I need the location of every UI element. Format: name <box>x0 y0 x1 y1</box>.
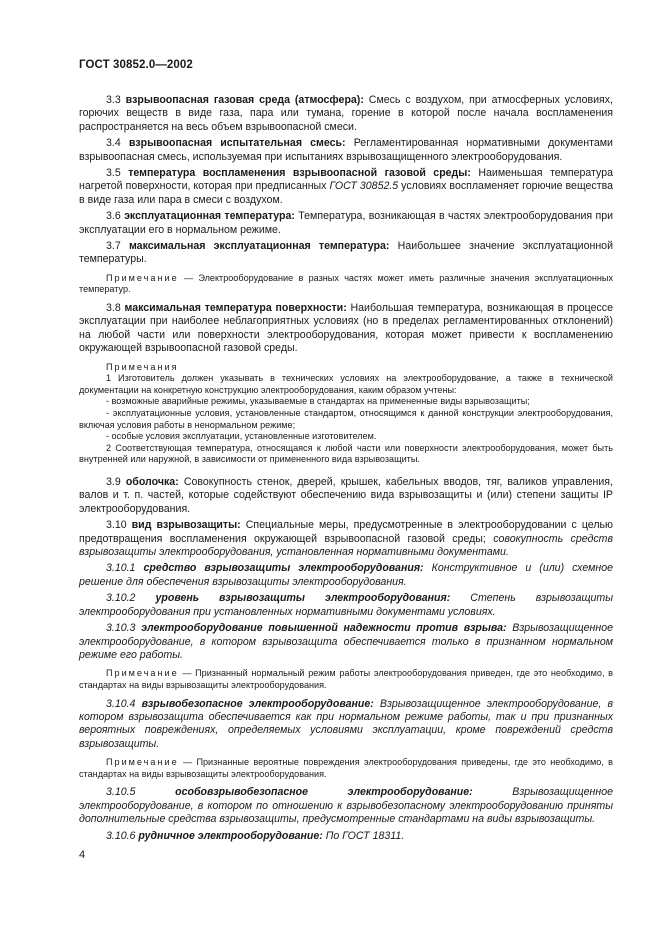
note-3-10-3 <box>79 668 613 691</box>
clause-text: Совокупность стенок, дверей, крышек, кабельных вводов, тяг, валиков управления, валов и т. п. частей, которые содействуют обеспечению вида взрывозащиты и (или) степени защиты IP электрооборудования. <box>79 476 613 515</box>
note-label: Примечание <box>106 757 179 768</box>
document-body <box>79 94 613 846</box>
clause-text: Наименьшая температура нагретой поверхности, которая при предписанных <box>79 167 613 193</box>
note-dash-item: - особые условия эксплуатации, установленные изготовителем. <box>106 431 377 442</box>
clause-term: рудничное электрооборудование: <box>138 829 323 842</box>
clause-term: эксплуатационная температура: <box>124 210 295 223</box>
note-text: — Признанный нормальный режим работы электрооборудования приведен, где это необходимо, в стандартах на виды взрывозащиты электрооборудования. <box>79 668 613 690</box>
note-3-10-4 <box>79 757 613 780</box>
clause-text: Конструктивное и (или) схемное решение для обеспечения взрывозащиты электрооборудования. <box>79 562 613 588</box>
clause-text: Взрывозащищенное электрооборудование, в котором взрывозащита обеспечивается только в признанном нормальном режиме его работы. <box>79 622 613 661</box>
clause-3-5 <box>79 167 613 207</box>
clause-3-10-6 <box>79 830 613 843</box>
clause-term: особовзрывобезопасное электрооборудование: <box>175 786 473 799</box>
clause-term: уровень взрывозащиты электрооборудования: <box>155 592 451 605</box>
standard-reference: ГОСТ 30852.5 <box>329 180 399 193</box>
clause-text-italic: совокупность средств взрывозащиты электрооборудования, установленная нормативными документами. <box>79 532 613 559</box>
clause-number: 3.7 <box>106 240 121 253</box>
note-dash-item: - возможные аварийные режимы, указываемые в стандартах на примененные виды взрывозащиты; <box>106 396 530 407</box>
clause-text: Наибольшая температура, возникающая в процессе эксплуатации при наиболее неблагоприятных условиях (но в пределах регламентированных отклонений) на любой части или поверхности электрооборудования, которая может привести к воспламенению окружающей взрывоопасной газовой среды. <box>79 302 613 355</box>
clause-text: Регламентированная нормативными документами взрывоопасная смесь, используемая при испытаниях взрывозащищенного электрооборудования. <box>79 137 613 163</box>
clause-number: 3.10 <box>106 519 127 532</box>
page-number: 4 <box>79 849 86 861</box>
clause-term: взрывоопасная испытательная смесь: <box>128 137 346 150</box>
clause-number: 3.10.1 <box>106 562 136 575</box>
clause-text: условиях воспламеняет горючие вещества в виде газа или пара в смеси с воздухом. <box>79 180 613 206</box>
clause-term: вид взрывозащиты: <box>131 519 241 532</box>
note-text: — Электрооборудование в разных частях может иметь различные значения эксплуатационных температур. <box>79 272 613 295</box>
clause-3-4 <box>79 137 613 164</box>
clause-text: По ГОСТ 18311. <box>322 829 405 842</box>
clause-term: взрывоопасная газовая среда (атмосфера): <box>125 94 364 106</box>
clause-number: 3.6 <box>106 210 121 223</box>
clause-3-10-1 <box>79 562 613 589</box>
clause-text: Температура, возникающая в частях электрооборудования при эксплуатации его в нормальном режиме. <box>79 210 613 236</box>
clause-3-10-2 <box>79 592 613 619</box>
clause-text: Специальные меры, предусмотренные в электрооборудовании с целью предотвращения воспламенения окружающей взрывоопасной газовой среды; <box>79 519 613 545</box>
clause-number: 3.8 <box>106 302 121 315</box>
clause-3-9 <box>79 476 613 516</box>
clause-term: оболочка: <box>125 476 179 489</box>
clause-3-10-5 <box>79 786 613 826</box>
clause-term: максимальная температура поверхности: <box>124 302 347 315</box>
note-label: Примечание <box>106 668 179 679</box>
clause-term: средство взрывозащиты электрооборудования: <box>143 562 424 575</box>
clause-term: температура воспламенения взрывоопасной газовой среды: <box>128 167 471 180</box>
clause-3-10 <box>79 519 613 559</box>
note-3-7 <box>79 273 613 296</box>
clause-term: электрооборудование повышенной надежности против взрыва: <box>141 622 507 635</box>
clause-text: Взрывозащищенное электрооборудование, в котором по отношению к взрывобезопасному электрооборудованию приняты дополнительные средства взрывозащиты, предусмотренные стандартами на виды взрывозащиты. <box>79 786 613 826</box>
clause-text: Взрывозащищенное электрооборудование, в котором взрывозащита обеспечивается как при нормальном режиме работы, так и при признанных вероятных повреждениях, определяемых условиями эксплуатации, кроме повреждений средств взрывозащиты. <box>79 697 613 750</box>
notes-label: Примечания <box>106 361 179 372</box>
clause-number: 3.10.2 <box>106 592 136 605</box>
document-header: ГОСТ 30852.0—2002 <box>79 59 193 71</box>
note-label: Примечание <box>106 272 179 283</box>
clause-3-3 <box>79 94 613 134</box>
note-item-1: 1 Изготовитель должен указывать в технических условиях на электрооборудование, а также в технической документации на конкретную конструкцию электрооборудования, каким образом учтены: <box>79 373 613 395</box>
clause-number: 3.10.4 <box>106 697 136 710</box>
clause-3-10-3 <box>79 622 613 662</box>
clause-number: 3.3 <box>106 94 121 106</box>
note-dash-item: - эксплуатационные условия, установленные стандартом, относящимся к данной конструкции электрооборудования, включая условия работы в ненормальном режиме; <box>79 408 613 430</box>
clause-3-6 <box>79 210 613 237</box>
clause-number: 3.10.5 <box>106 786 136 799</box>
clause-number: 3.5 <box>106 167 121 180</box>
clause-term: взрывобезопасное электрооборудование: <box>141 697 374 710</box>
clause-number: 3.4 <box>106 137 121 150</box>
clause-text: Смесь с воздухом, при атмосферных условиях, горючих веществ в виде газа, пара или тумана, горение в которой после начала воспламенения распространяется на весь объем взрывоопасной смеси. <box>79 94 613 133</box>
clause-text: Степень взрывозащиты электрооборудования при установленных нормативными документами условиях. <box>79 592 613 618</box>
note-item-2: 2 Соответствующая температура, относящаяся к любой части или поверхности электрооборудования, может быть внутренней или наружной, в зависимости от примененного вида взрывозащиты. <box>79 442 613 465</box>
note-text: — Признанные вероятные повреждения электрооборудования приведены, где это необходимо, в стандартах на виды взрывозащиты электрооборудования. <box>79 757 613 779</box>
clause-number: 3.9 <box>106 476 121 489</box>
clause-3-10-4 <box>79 698 613 752</box>
clause-text: Наибольшее значение эксплуатационной температуры. <box>79 240 613 266</box>
clause-number: 3.10.3 <box>106 622 136 635</box>
clause-number: 3.10.6 <box>106 829 136 842</box>
clause-3-8 <box>79 302 613 356</box>
clause-3-7 <box>79 240 613 267</box>
clause-term: максимальная эксплуатационная температура: <box>128 240 390 253</box>
